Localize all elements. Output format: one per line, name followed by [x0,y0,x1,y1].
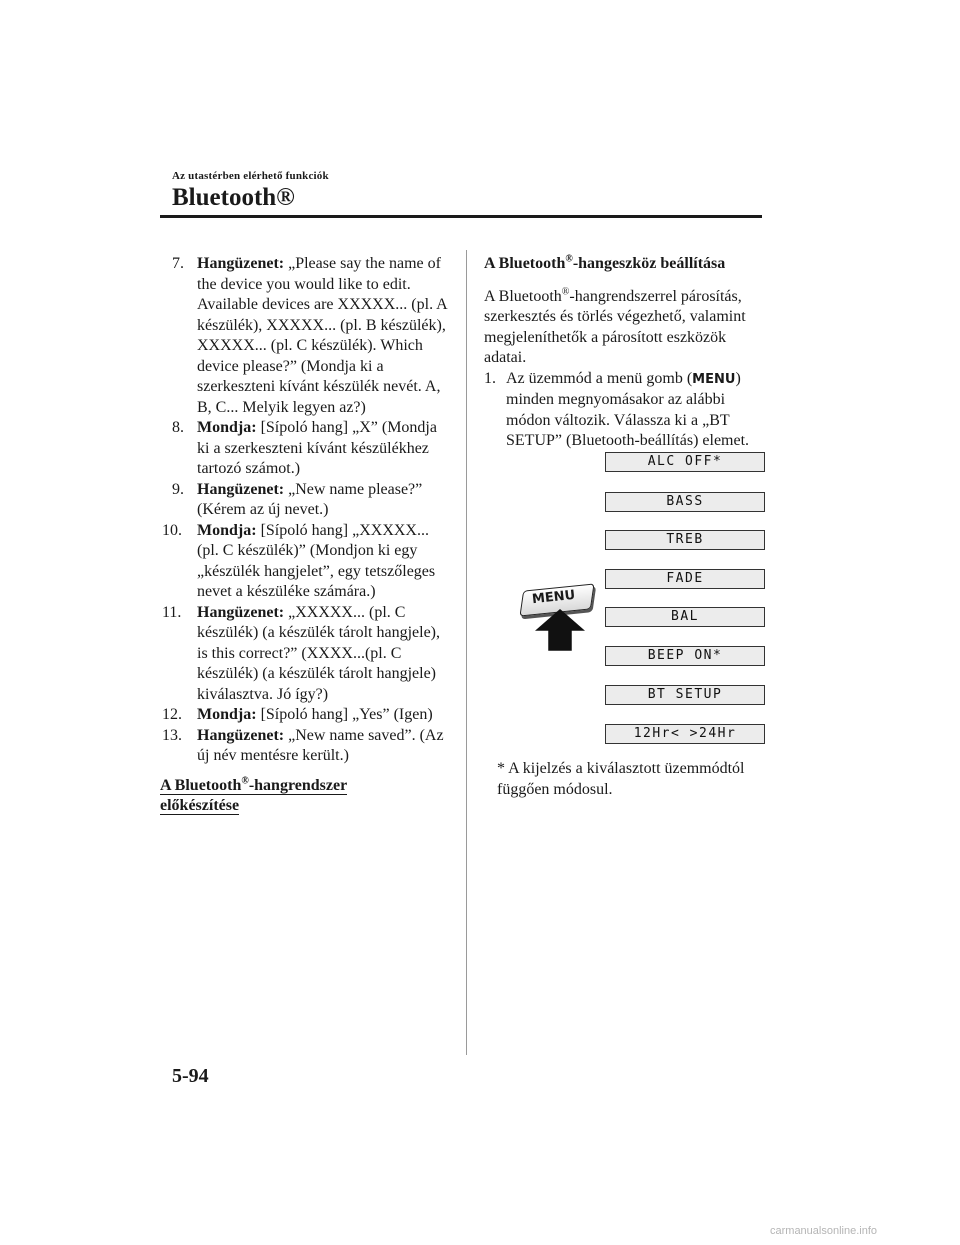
press-arrow-icon [535,608,585,652]
watermark: carmanualsonline.info [770,1225,878,1237]
page-title: Bluetooth® [172,184,295,211]
menu-button-illustration: MENU [522,587,592,617]
page-number: 5-94 [172,1065,209,1087]
step-11: 11. Hangüzenet: „XXXXX... (pl. C készülék) (a készülék tárolt hangjele), is this correct?” (XXXX...(pl. C készülék) (a készülék tárolt hangjele) kiválasztva. Jó így?) [162,603,440,703]
step-7: 7. Hangüzenet: „Please say the name of the device you would like to edit. Available devices are XXXXX... (pl. A készülék), XXXXX... (pl. B készülék), XXXXX... (pl. C készülék). Which device please?” (Mondja ki a szerkeszteni kívánt készülék nevét. A, B, C... Melyik legyen az?) [172,255,447,416]
step-10: 10. Mondja: [Sípoló hang] „XXXXX... (pl. C készülék)” (Mondjon ki egy „készülék hangjelet”, egy tetszőleges nevet a készüléke számára.) [162,521,436,600]
intro-paragraph: A Bluetooth®-hangrendszerrel párosítás, szerkesztés és törlés végezhető, valamint megjeleníthetők a párosított eszközök adatai. [484,286,746,366]
left-column [160,254,452,817]
display-fade: FADE [605,569,765,589]
right-column [484,254,766,452]
menu-button-inline: MENU [692,371,736,387]
display-beep-on: BEEP ON* [605,646,765,666]
display-treb: TREB [605,530,765,550]
step-13: 13. Hangüzenet: „New name saved”. (Az új név mentésre került.) [162,726,444,764]
right-heading: A Bluetooth®-hangeszköz beállítása [484,253,726,272]
header-rule [160,215,762,218]
column-divider [466,250,467,1055]
step-8: 8. Mondja: [Sípoló hang] „X” (Mondja ki a szerkeszteni kívánt készülékhez tartozó számot.) [172,419,437,477]
section-label: Az utastérben elérhető funkciók [172,170,329,182]
footnote: * A kijelzés a kiválasztott üzemmódtól függően módosul. [497,760,745,798]
display-alc-off: ALC OFF* [605,452,765,472]
display-bt-setup: BT SETUP [605,685,765,705]
step-9: 9. Hangüzenet: „New name please?” (Kérem az új nevet.) [172,480,423,518]
mode-diagram [515,450,755,752]
display-bass: BASS [605,492,765,512]
section-link-heading[interactable]: A Bluetooth®-hangrendszer előkészítése [160,775,348,814]
display-12hr-24hr: 12Hr< >24Hr [605,724,765,744]
display-bal: BAL [605,607,765,627]
step-12: 12. Mondja: [Sípoló hang] „Yes” (Igen) [162,706,433,723]
right-step-1: 1. Az üzemmód a menü gomb (MENU) minden megnyomásakor az alábbi módon változik. Válassza ki a „BT SETUP” (Bluetooth-beállítás) elemet. [484,369,750,449]
